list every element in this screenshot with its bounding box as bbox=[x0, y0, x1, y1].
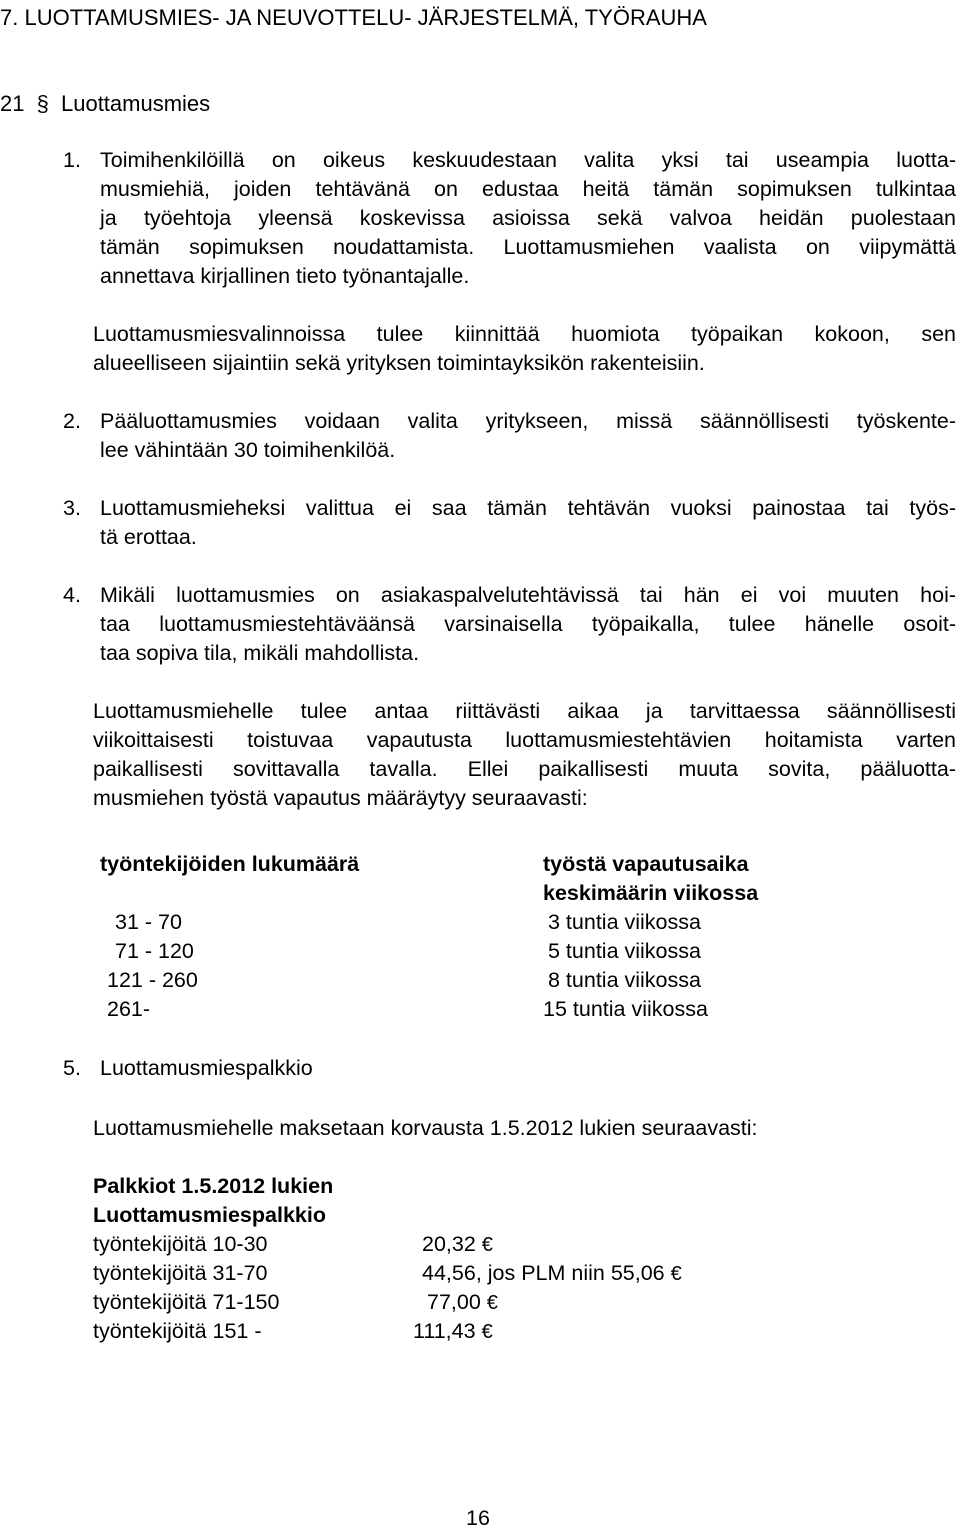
selection-paragraph-line: Luottamusmiesvalinnoissa tulee kiinnittää huomiota työpaikan kokoon, sen bbox=[93, 322, 956, 346]
release-table-release: 3 tuntia viikossa bbox=[548, 910, 701, 934]
section-title: Luottamusmies bbox=[60, 91, 211, 116]
item-1-line: Toimihenkilöillä on oikeus keskuudestaan valita yksi tai useampia luotta- bbox=[100, 148, 956, 172]
item-3-number: 3. bbox=[63, 496, 81, 520]
item-4-line: taa sopiva tila, mikäli mahdollista. bbox=[100, 641, 420, 665]
item-1-line: musmiehiä, joiden tehtävänä on edustaa heitä tämän sopimuksen tulkintaa bbox=[100, 177, 956, 201]
euro-icon: € bbox=[486, 1292, 498, 1314]
fee-label: työntekijöitä 71-150 bbox=[93, 1290, 280, 1314]
item-1-number: 1. bbox=[63, 148, 81, 172]
item-2-line: lee vähintään 30 toimihenkilöä. bbox=[100, 438, 396, 462]
fee-amount: 20,32 € bbox=[422, 1232, 493, 1256]
item-4-line: taa luottamusmiestehtäväänsä varsinaisella työpaikalla, tulee hänelle osoit- bbox=[100, 612, 956, 636]
fee-label: työntekijöitä 31-70 bbox=[93, 1261, 268, 1285]
fee-amount: 44,56, jos PLM niin 55,06 € bbox=[422, 1261, 682, 1285]
release-table-release: 5 tuntia viikossa bbox=[548, 939, 701, 963]
release-paragraph-line: musmiehen työstä vapautus määräytyy seuraavasti: bbox=[93, 786, 588, 810]
release-table-employees: 71 - 120 bbox=[115, 939, 194, 963]
release-paragraph-line: viikoittaisesti toistuvaa vapautusta luottamusmiestehtävien hoitamista varten bbox=[93, 728, 956, 752]
euro-icon: € bbox=[670, 1263, 682, 1285]
release-table-employees: 121 - 260 bbox=[107, 968, 198, 992]
section-sign: § bbox=[36, 91, 49, 116]
section-number: 21 bbox=[0, 91, 25, 116]
fee-amount: 111,43 € bbox=[413, 1319, 493, 1343]
euro-icon: € bbox=[481, 1321, 493, 1343]
selection-paragraph-line: alueelliseen sijaintiin sekä yrityksen toimintayksikön rakenteisiin. bbox=[93, 351, 705, 375]
release-table-header-release: keskimäärin viikossa bbox=[543, 881, 759, 905]
fee-label: työntekijöitä 10-30 bbox=[93, 1232, 268, 1256]
item-1-line: annettava kirjallinen tieto työnantajalle. bbox=[100, 264, 470, 288]
chapter-heading: 7. LUOTTAMUSMIES- JA NEUVOTTELU- JÄRJESTELMÄ, TYÖRAUHA bbox=[0, 5, 707, 30]
release-table-release: 8 tuntia viikossa bbox=[548, 968, 701, 992]
fee-amount: 77,00 € bbox=[427, 1290, 498, 1314]
item-1-line: tämän sopimuksen noudattamista. Luottamusmiehen vaalista on viipymättä bbox=[100, 235, 956, 259]
item-3-line: Luottamusmieheksi valittua ei saa tämän tehtävän vuoksi painostaa tai työs- bbox=[100, 496, 956, 520]
item-1-line: ja työehtoja yleensä koskevissa asioissa sekä valvoa heidän puolestaan bbox=[100, 206, 956, 230]
item-5-number: 5. bbox=[63, 1056, 81, 1080]
item-2-line: Pääluottamusmies voidaan valita yritykseen, missä säännöllisesti työskente- bbox=[100, 409, 956, 433]
section-heading bbox=[0, 89, 210, 118]
item-4-line: Mikäli luottamusmies on asiakaspalvelutehtävissä tai hän ei voi muuten hoi- bbox=[100, 583, 956, 607]
item-2-number: 2. bbox=[63, 409, 81, 433]
release-table-header-employees: työntekijöiden lukumäärä bbox=[100, 852, 360, 876]
release-table-employees: 261- bbox=[107, 997, 151, 1021]
release-table-release: 15 tuntia viikossa bbox=[543, 997, 708, 1021]
euro-icon: € bbox=[481, 1234, 493, 1256]
release-table-header-release: työstä vapautusaika bbox=[543, 852, 749, 876]
release-table-employees: 31 - 70 bbox=[115, 910, 182, 934]
fees-heading: Palkkiot 1.5.2012 lukien bbox=[93, 1174, 334, 1198]
fees-heading: Luottamusmiespalkkio bbox=[93, 1203, 326, 1227]
page-number: 16 bbox=[466, 1506, 490, 1530]
compensation-intro: Luottamusmiehelle maksetaan korvausta 1.5.2012 lukien seuraavasti: bbox=[93, 1116, 758, 1140]
fee-label: työntekijöitä 151 - bbox=[93, 1319, 262, 1343]
release-paragraph-line: paikallisesti sovittavalla tavalla. Ellei paikallisesti muuta sovita, pääluotta- bbox=[93, 757, 956, 781]
item-3-line: tä erottaa. bbox=[100, 525, 197, 549]
item-4-number: 4. bbox=[63, 583, 81, 607]
release-paragraph-line: Luottamusmiehelle tulee antaa riittävästi aikaa ja tarvittaessa säännöllisesti bbox=[93, 699, 956, 723]
item-5-title: Luottamusmiespalkkio bbox=[100, 1056, 313, 1080]
fee-extra: , jos PLM niin 55,06 bbox=[475, 1261, 665, 1285]
